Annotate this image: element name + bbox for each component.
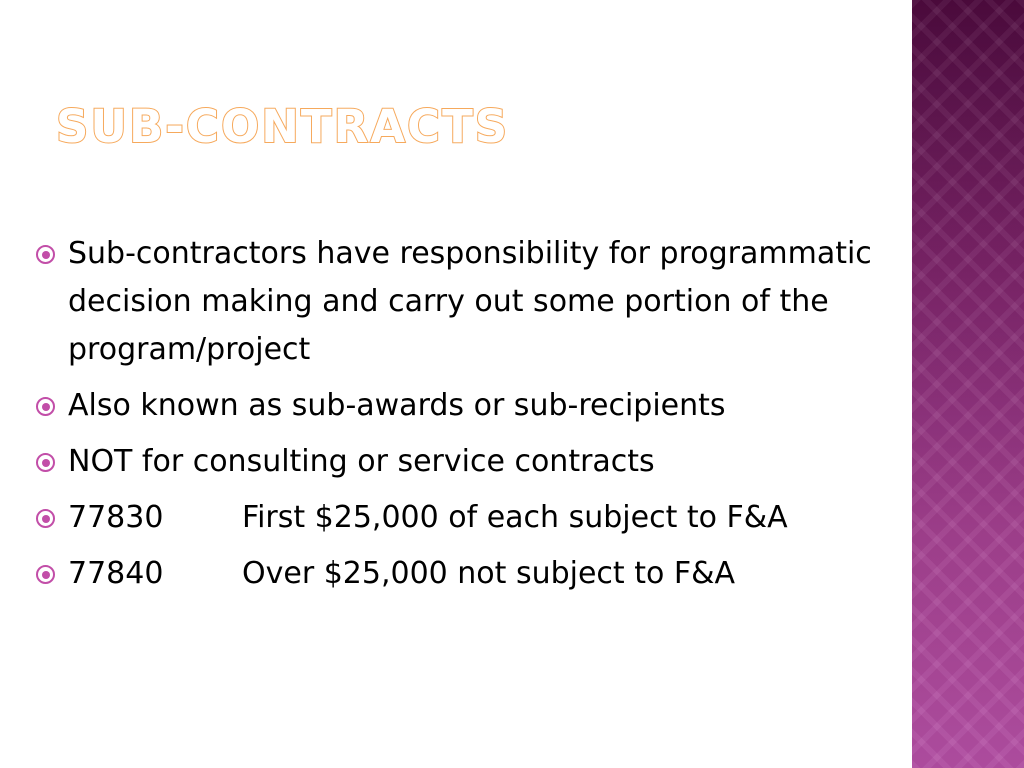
bullet-text: Sub-contractors have responsibility for programmatic decision making and carry out some portion of the program/project <box>68 236 872 367</box>
decorative-side-band <box>912 0 1024 768</box>
circle-dot-icon <box>36 565 55 584</box>
circle-dot-icon <box>36 397 55 416</box>
circle-dot-icon <box>36 245 55 264</box>
circle-dot-icon <box>36 453 55 472</box>
bullet-text: Over $25,000 not subject to F&A <box>242 556 736 591</box>
account-code: 77840 <box>68 556 164 591</box>
bullet-item <box>36 494 906 542</box>
account-code: 77830 <box>68 500 164 535</box>
bullet-text: Also known as sub-awards or sub-recipients <box>68 388 726 423</box>
bullet-item <box>36 438 906 486</box>
bullet-item <box>36 230 906 374</box>
bullet-text: NOT for consulting or service contracts <box>68 444 655 479</box>
slide-title: SUB-CONTRACTS <box>56 100 510 153</box>
bullet-item <box>36 382 906 430</box>
circle-dot-icon <box>36 509 55 528</box>
bullet-text: First $25,000 of each subject to F&A <box>242 500 788 535</box>
bullet-item <box>36 550 906 598</box>
bullet-list <box>36 230 906 606</box>
